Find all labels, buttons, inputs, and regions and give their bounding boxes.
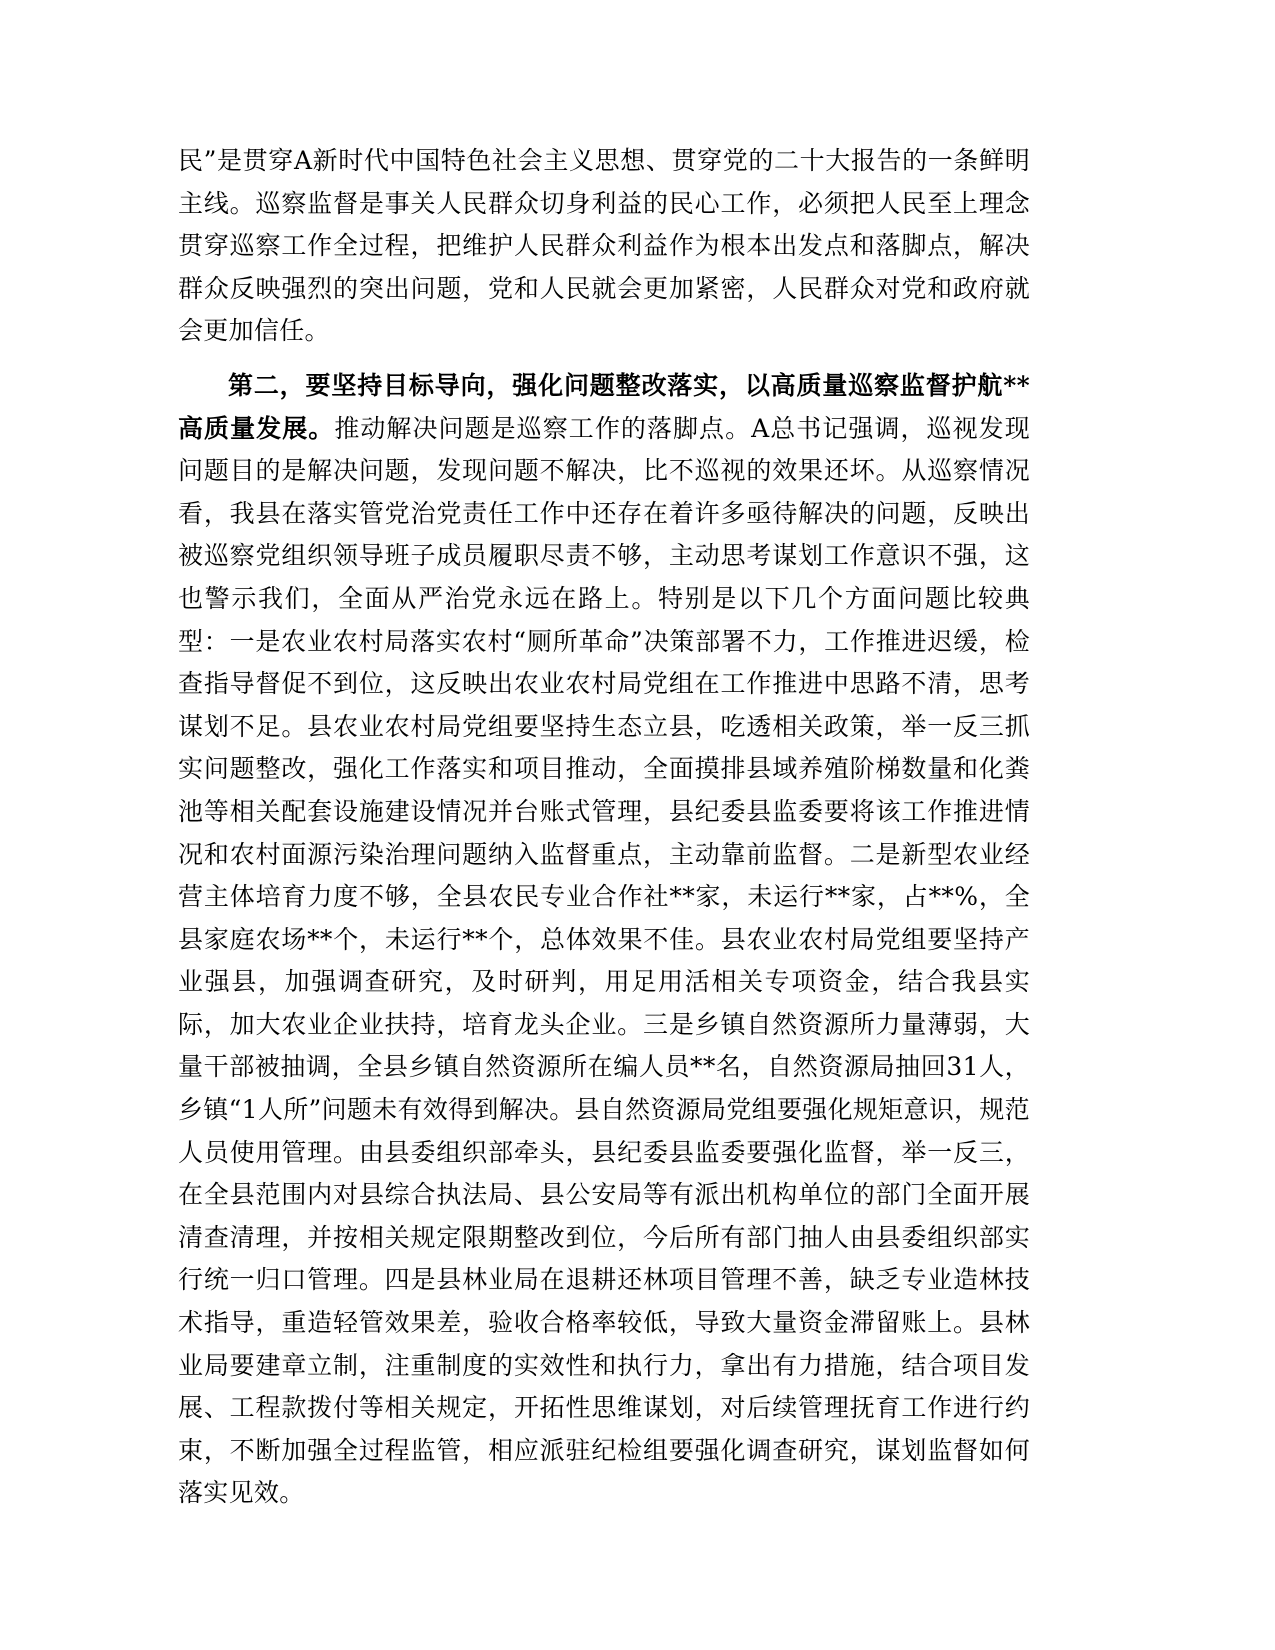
paragraph-people-centered: 民”是贯穿A新时代中国特色社会主义思想、贯穿党的二十大报告的一条鲜明主线。巡察监督是事关人民群众切身利益的民心工作，必须把人民至上理念贯穿巡察工作全过程，把维护人民群众利益作为根本出发点和落脚点，解决群众反映强烈的突出问题，党和人民就会更加紧密，人民群众对党和政府就会更加信任。 bbox=[178, 146, 1030, 346]
paragraph-heading: 第二，要坚持目标导向，强化问题整改落实，以高质量巡察监督护航**高质量发展。 bbox=[178, 370, 1030, 443]
paragraph-body: 推动解决问题是巡察工作的落脚点。A总书记强调，巡视发现问题目的是解决问题，发现问题不解决，比不巡视的效果还坏。从巡察情况看，我县在落实管党治党责任工作中还存在着许多亟待解决的问题，反映出被巡察党组织领导班子成员履职尽责不够，主动思考谋划工作意识不强，这也警示我们，全面从严治党永远在路上。特别是以下几个方面问题比较典型：一是农业农村局落实农村“厕所革命”决策部署不力，工作推进迟缓，检查指导督促不到位，这反映出农业农村局党组在工作推进中思路不清，思考谋划不足。县农业农村局党组要坚持生态立县，吃透相关政策，举一反三抓实问题整改，强化工作落实和项目推动，全面摸排县域养殖阶梯数量和化粪池等相关配套设施建设情况并台账式管理，县纪委县监委要将该工作推进情况和农村面源污染治理问题纳入监督重点，主动靠前监督。二是新型农业经营主体培育力度不够，全县农民专业合作社**家，未运行**家，占**%，全县家庭农场**个，未运行**个，总体效果不佳。县农业农村局党组要坚持产业强县，加强调查研究，及时研判，用足用活相关专项资金，结合我县实际，加大农业企业扶持，培育龙头企业。三是乡镇自然资源所力量薄弱，大量干部被抽调，全县乡镇自然资源所在编人员**名，自然资源局抽回31人，乡镇“1人所”问题未有效得到解决。县自然资源局党组要强化规矩意识，规范人员使用管理。由县委组织部牵头，县纪委县监委要强化监督，举一反三，在全县范围内对县综合执法局、县公安局等有派出机构单位的部门全面开展清查清理，并按相关规定限期整改到位，今后所有部门抽人由县委组织部实行统一归口管理。四是县林业局在退耕还林项目管理不善，缺乏专业造林技术指导，重造轻管效果差，验收合格率较低，导致大量资金滞留账上。县林业局要建章立制，注重制度的实效性和执行力，拿出有力措施，结合项目发展、工程款拨付等相关规定，开拓性思维谋划，对后续管理抚育工作进行约束，不断加强全过程监管，相应派驻纪检组要强化调查研究，谋划监督如何落实见效。 bbox=[178, 413, 1030, 1508]
document-page bbox=[178, 140, 1030, 1600]
paragraph-second-point bbox=[178, 365, 1030, 1515]
